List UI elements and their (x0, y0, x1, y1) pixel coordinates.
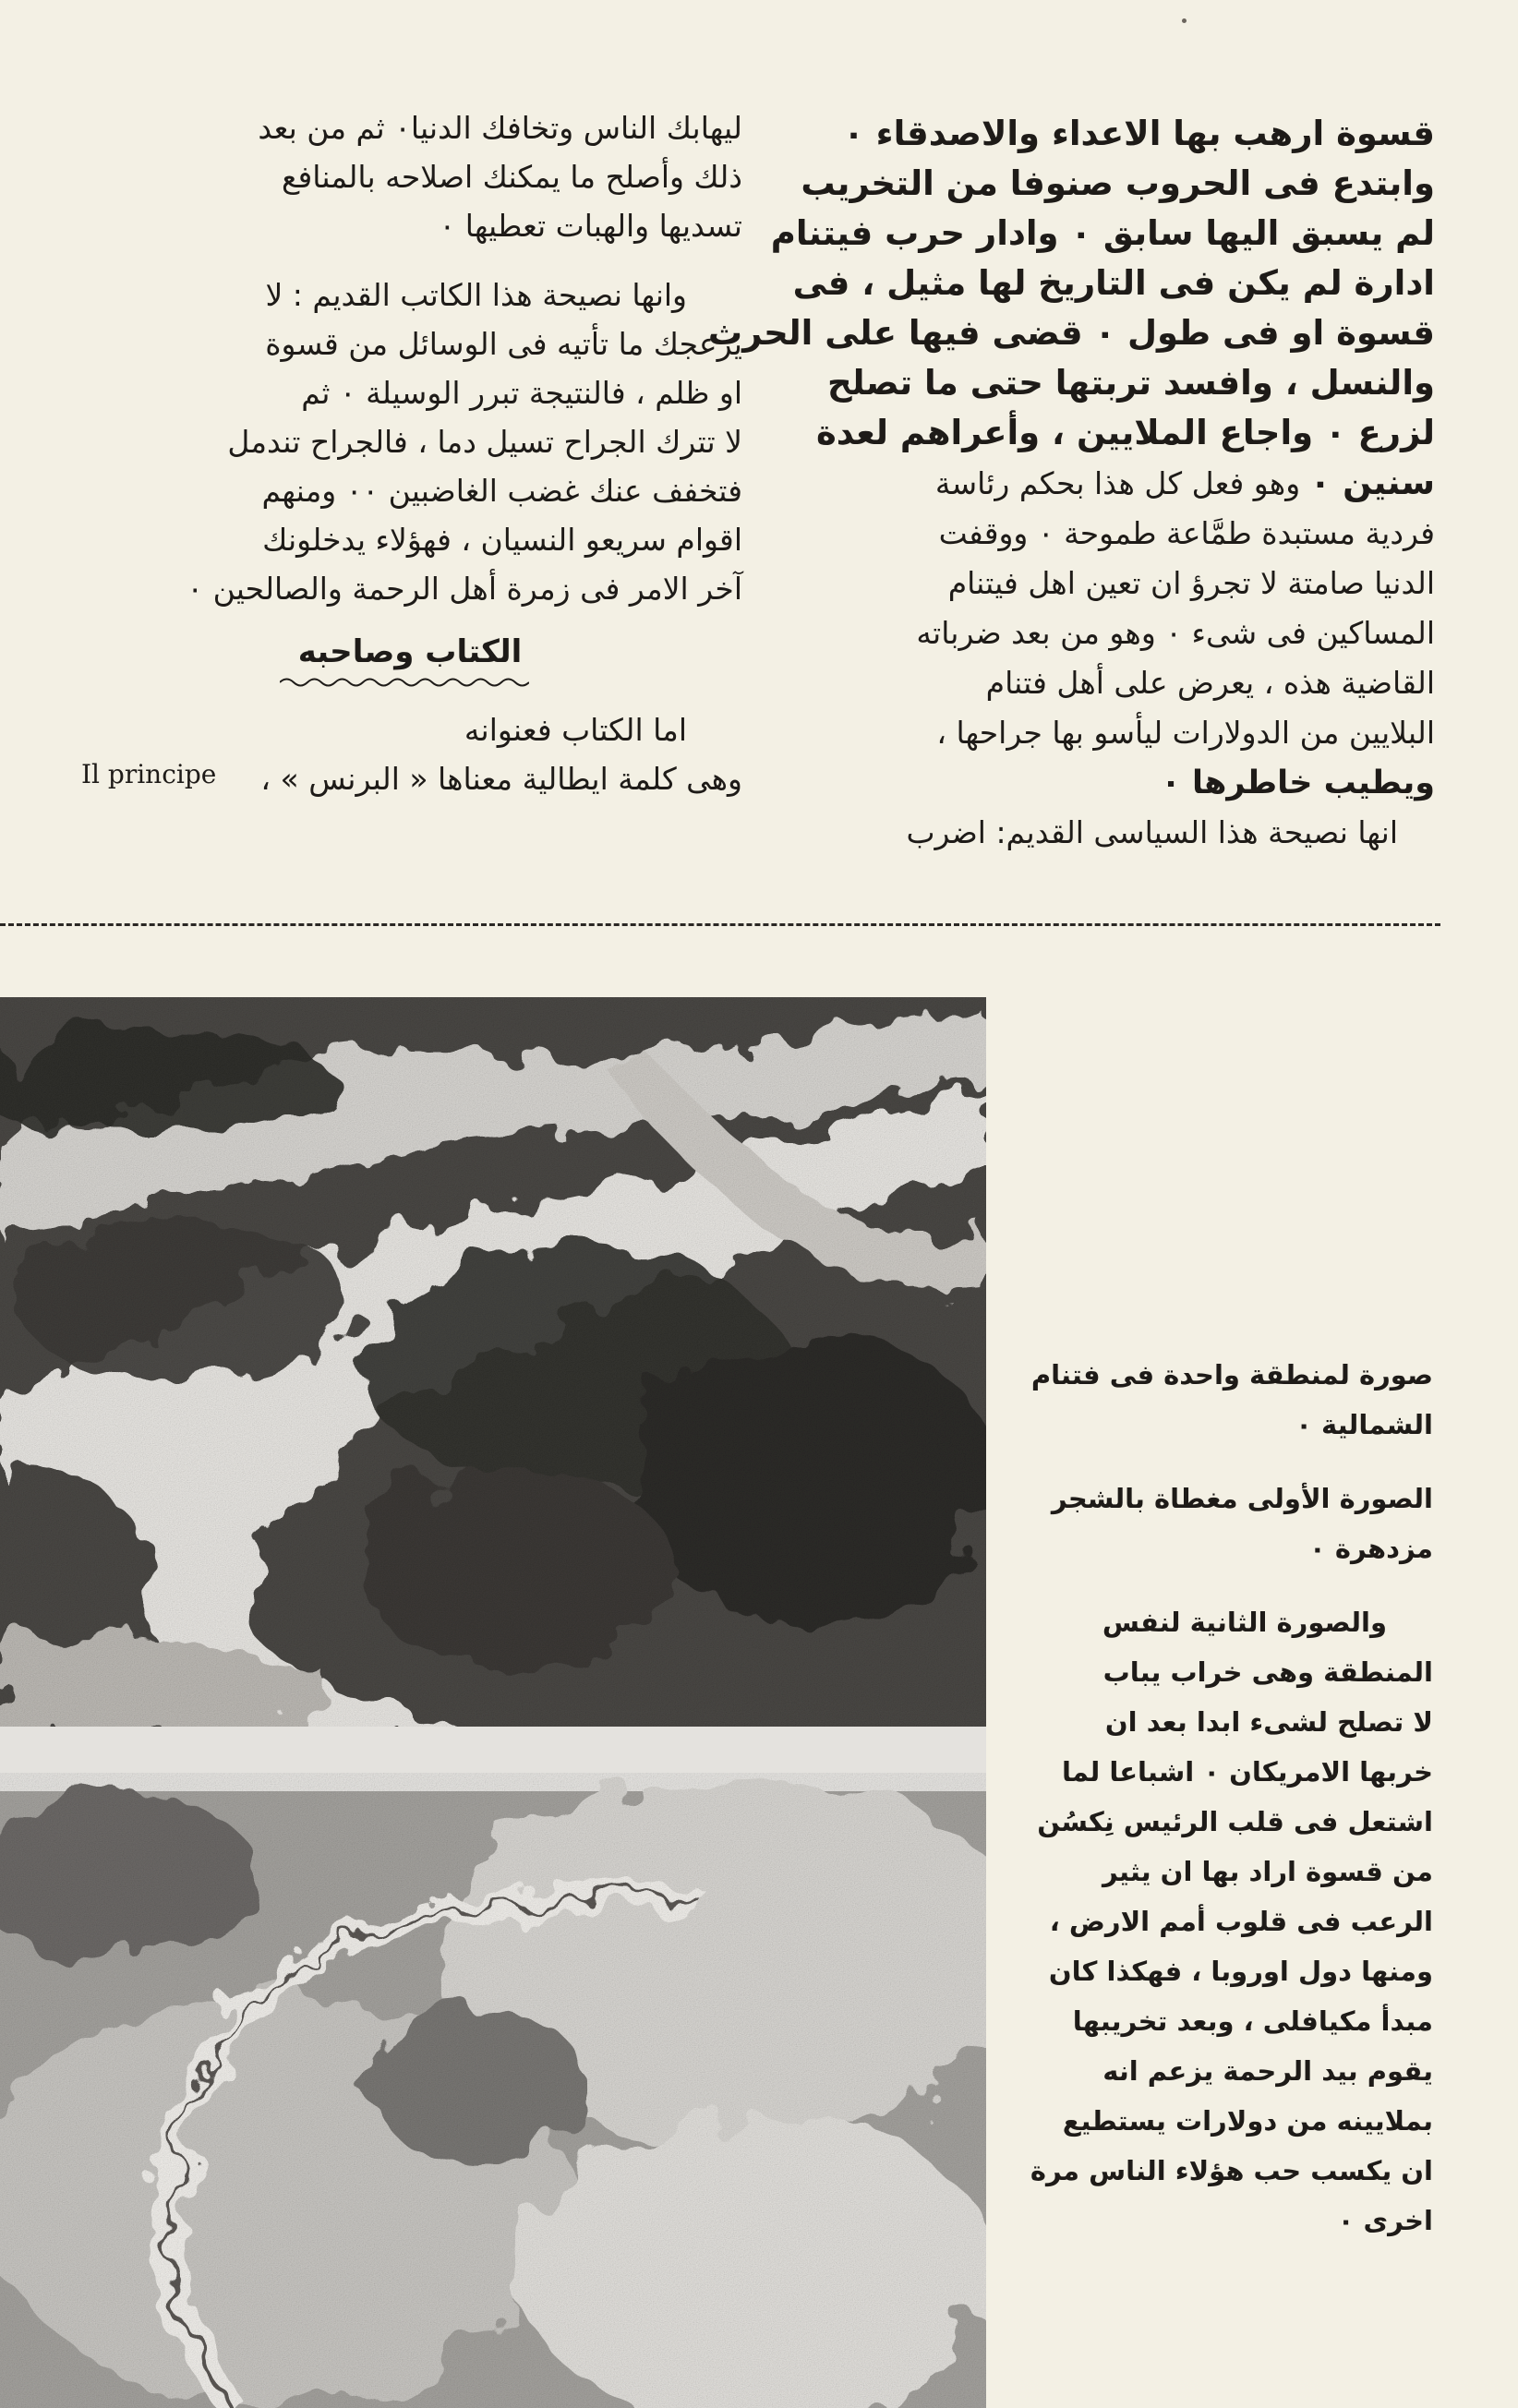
wavy-underline-icon (280, 676, 529, 689)
photo-caption (953, 1350, 1433, 2245)
text-line: آخر الامر فى زمرة أهل الرحمة والصالحين ٠ (187, 571, 742, 607)
text-line: مزدهرة ٠ (1309, 1533, 1433, 1564)
text-line: ذلك وأصلح ما يمكنك اصلاحه بالمنافع (281, 159, 742, 195)
text-line: لا تصلح لشىء ابدا بعد ان (1104, 1706, 1433, 1738)
text-line: اما الكتاب فعنوانه (464, 712, 687, 748)
paper-speck (1182, 18, 1187, 23)
text-line: فردية مستبدة طمَّاعة طموحة ٠ ووقفت (938, 515, 1435, 551)
image-divider-band (0, 1727, 986, 1791)
caption-paragraph (953, 1474, 1433, 1573)
text-line: البلايين من الدولارات ليأسو بها جراحها ، (936, 715, 1435, 751)
text-line: وابتدع فى الحروب صنوفا من التخريب (801, 163, 1435, 203)
text-line: المنطقة وهى خراب يباب (1102, 1656, 1433, 1688)
text-line: ادارة لم يكن فى التاريخ لها مثيل ، فى (792, 263, 1435, 303)
text-line: ليهابك الناس وتخافك الدنيا٠ ثم من بعد (258, 110, 742, 146)
text-line: وهى كلمة ايطالية معناها « البرنس » ، (260, 761, 742, 797)
text-line: يزعجك ما تأتيه فى الوسائل من قسوة (265, 326, 742, 362)
bold-fragment: سنين ٠ (1309, 463, 1435, 502)
text-line: صورة لمنطقة واحدة فى فتنام (1030, 1359, 1433, 1391)
text-line: لم يسبق اليها سابق ٠ وادار حرب فيتنام (770, 213, 1435, 253)
text-line: الدنيا صامتة لا تجرؤ ان تعين اهل فيتنام (947, 565, 1435, 601)
text-line: تسديها والهبات تعطيها ٠ (439, 208, 742, 244)
paragraph (78, 103, 742, 250)
text-line: لا تترك الجراح تسيل دما ، فالجراح تندمل (227, 424, 742, 460)
text-line: انها نصيحة هذا السياسى القديم: اضرب (906, 814, 1398, 850)
text-line: فتخفف عنك غضب الغاضبين ٠٠ ومنهم (261, 473, 742, 509)
text-line: لزرع ٠ واجاع الملايين ، وأعراهم لعدة (815, 413, 1435, 452)
text-line: قسوة او فى طول ٠ قضى فيها على الحرث (707, 313, 1435, 353)
text-line: الرعب فى قلوب أمم الارض ، (1049, 1906, 1433, 1937)
text-line: الشمالية ٠ (1295, 1409, 1433, 1440)
text-line: خربها الامريكان ٠ اشباعا لما (1062, 1756, 1433, 1788)
text-line: مبدأ مكيافلى ، وبعد تخريبها (1072, 2005, 1433, 2037)
section-heading (298, 633, 523, 681)
text-line: والنسل ، وافسد تربتها حتى ما تصلح (827, 363, 1435, 403)
caption-paragraph (953, 1350, 1433, 1450)
article-column-right (707, 109, 1435, 858)
text-line (761, 458, 1435, 509)
text-line: من قسوة اراد بها ان يثير (1102, 1856, 1433, 1887)
text-line: ويطيب خاطرها ٠ (1161, 765, 1435, 801)
text-line: يقوم بيد الرحمة يزعم انه (1102, 2055, 1433, 2087)
aerial-photo (0, 997, 986, 2408)
text-line: قسوة ارهب بها الاعداء والاصدقاء ٠ (843, 114, 1435, 153)
text-line: اخرى ٠ (1337, 2205, 1433, 2236)
devastated-image (0, 1773, 986, 2408)
text-line: الصورة الأولى مغطاة بالشجر (1051, 1483, 1433, 1514)
text-line: ومنها دول اوروبا ، فهكذا كان (1048, 1956, 1433, 1987)
text-line: ان يكسب حب هؤلاء الناس مرة (1030, 2155, 1433, 2186)
caption-paragraph (953, 1597, 1433, 2245)
article-column-left (78, 103, 742, 803)
section-heading-text: الكتاب وصاحبه (297, 633, 523, 670)
forest-image (0, 997, 986, 1736)
text-line: اقوام سريعو النسيان ، فهؤلاء يدخلونك (262, 522, 742, 558)
text-line: القاضية هذه ، يعرض على أهل فتنام (985, 665, 1435, 701)
text-line: وانها نصيحة هذا الكاتب القديم : لا (265, 277, 687, 313)
section-heading-wrap (78, 633, 742, 681)
dashed-separator (0, 923, 1440, 926)
latin-title: Il principe (81, 759, 217, 789)
paragraph (78, 271, 742, 613)
text-line: والصورة الثانية لنفس (1102, 1607, 1387, 1638)
bold-paragraph (707, 109, 1435, 458)
text-line: اشتعل فى قلب الرئيس نِكسُن (1037, 1806, 1433, 1837)
text-line: او ظلم ، فالنتيجة تبرر الوسيلة ٠ ثم (301, 375, 742, 411)
text-line: بملايينه من دولارات يستطيع (1062, 2105, 1433, 2137)
plain-paragraph (761, 458, 1435, 858)
plain-fragment: وهو فعل كل هذا بحكم رئاسة (934, 465, 1310, 501)
aerial-photo-drawing (0, 997, 986, 2408)
text-line: المساكين فى شىء ٠ وهو من بعد ضرباته (916, 615, 1435, 651)
